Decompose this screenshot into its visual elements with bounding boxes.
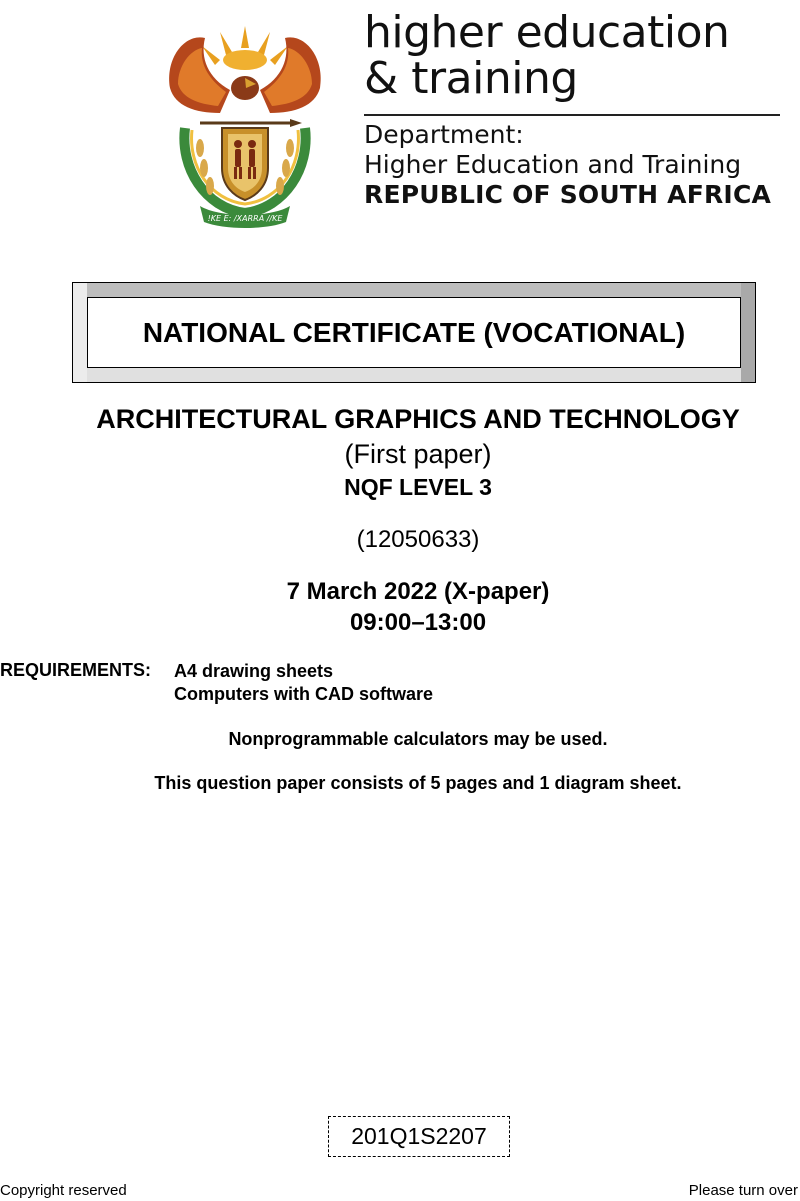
paper-code-box: 201Q1S2207 [328, 1116, 510, 1157]
dept-line-1: Department: [364, 120, 524, 149]
coat-of-arms-icon [160, 18, 330, 228]
subject-code: (12050633) [356, 526, 480, 553]
department-logo-title [364, 7, 730, 104]
title-line-2: & training [364, 53, 578, 104]
dept-line-2: Higher Education and Training [364, 150, 742, 179]
title-line-1: higher education [364, 7, 730, 58]
subject-title: ARCHITECTURAL GRAPHICS AND TECHNOLOGY [96, 404, 740, 434]
emblem-motto: !KE E: /XARRA //KE [207, 214, 283, 223]
pages-note: This question paper consists of 5 pages and 1 diagram sheet. [154, 773, 682, 793]
calculator-note: Nonprogrammable calculators may be used. [228, 729, 608, 749]
header-rule [364, 114, 780, 116]
exam-date: 7 March 2022 (X-paper) [286, 578, 550, 605]
dept-line-3: REPUBLIC OF SOUTH AFRICA [364, 180, 772, 209]
exam-time: 09:00–13:00 [349, 609, 487, 636]
nqf-level: NQF LEVEL 3 [344, 474, 492, 500]
footer-turn-over: Please turn over [688, 1182, 798, 1199]
requirements-list [174, 660, 433, 706]
department-subtitle [364, 120, 771, 210]
footer-copyright: Copyright reserved [0, 1182, 127, 1199]
requirements-label: REQUIREMENTS: [0, 660, 152, 680]
requirement-item: Computers with CAD software [174, 684, 434, 704]
paper-number: (First paper) [344, 439, 492, 469]
requirement-item: A4 drawing sheets [174, 661, 334, 681]
certificate-title: NATIONAL CERTIFICATE (VOCATIONAL) [87, 297, 741, 368]
certificate-banner [72, 282, 756, 383]
